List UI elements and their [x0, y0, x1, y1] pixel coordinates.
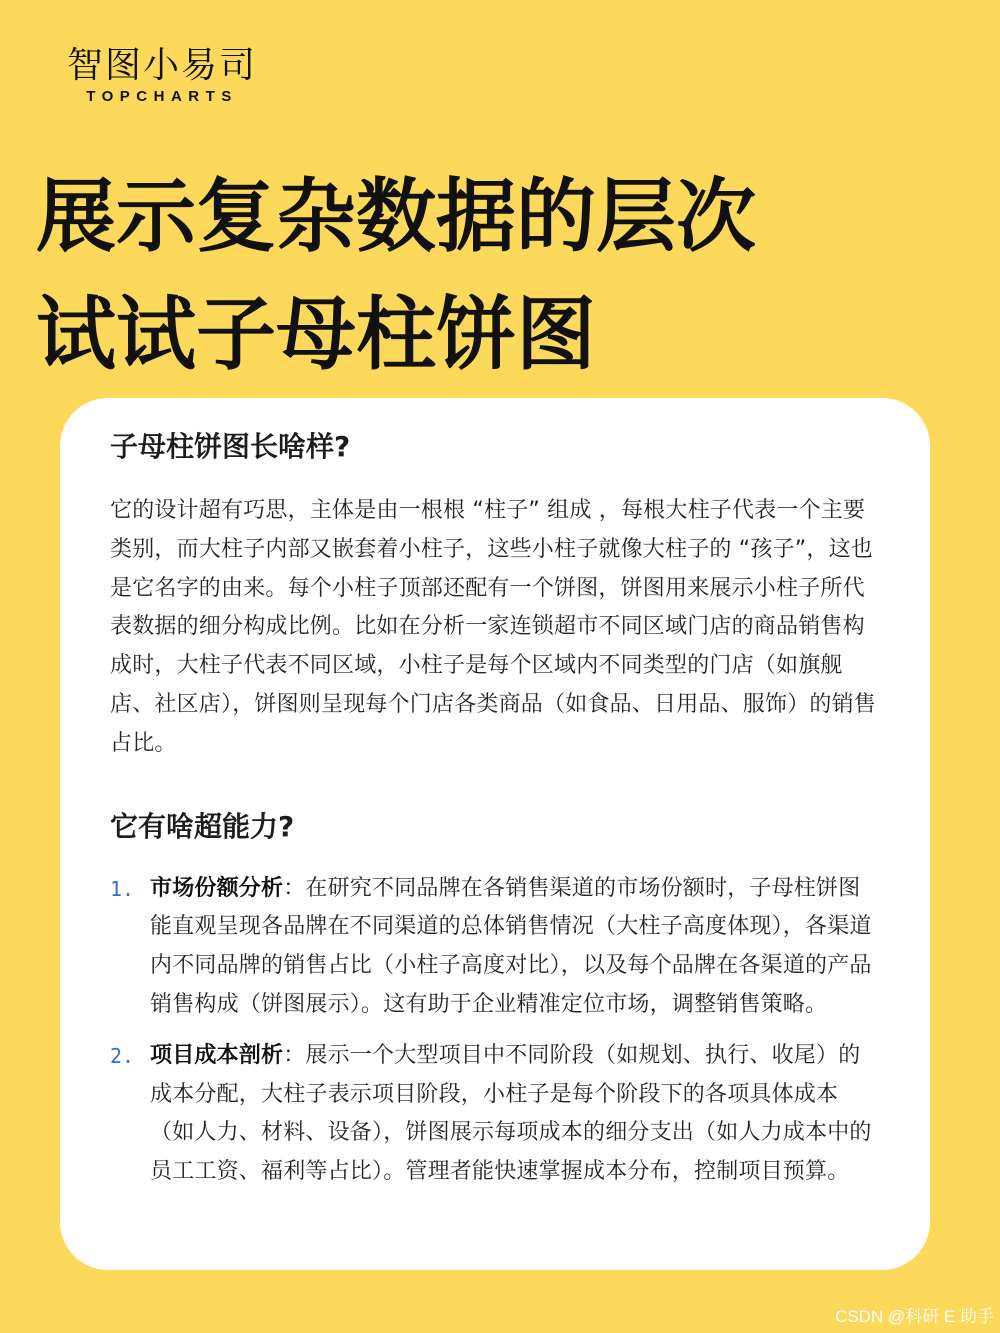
section-title-appearance: 子母柱饼图长啥样?	[110, 430, 351, 463]
list-item-text	[150, 876, 872, 1017]
list-item-description: ：在研究不同品牌在各销售渠道的市场份额时，子母柱饼图能直观呈现各品牌在不同渠道的总体销售情况（大柱子高度体现），各渠道内不同品牌的销售占比（小柱子高度对比），以及每个品牌在各渠道的产品销售构成（饼图展示）。这有助于企业精准定位市场，调整销售策略。	[150, 875, 872, 1017]
brand-logo	[62, 44, 262, 106]
list-item-text	[150, 1043, 872, 1184]
content-card	[60, 398, 930, 1270]
brand-name: 智图小易司	[66, 45, 257, 86]
abilities-list	[110, 870, 882, 1192]
list-item	[110, 870, 882, 1025]
list-item-term: 项目成本剖析	[150, 1042, 284, 1068]
section-paragraph-appearance: 它的设计超有巧思，主体是由一根根 “柱子” 组成 ，每根大柱子代表一个主要类别，而大柱子内部又嵌套着小柱子，这些小柱子就像大柱子的 “孩子”，这也是它名字的由来。每个小柱子顶部还配有一个饼图，饼图用来展示小柱子所代表数据的细分构成比例。比如在分析一家连锁超市不同区域门店的商品销售构成时，大柱子代表不同区域，小柱子是每个区域内不同类型的门店（如旗舰店、社区店），饼图则呈现每个门店各类商品（如食品、日用品、服饰）的销售占比。	[110, 498, 877, 756]
brand-subtitle: TOPCHARTS	[86, 88, 238, 105]
headline-line-2: 试试子母柱饼图	[36, 288, 596, 381]
section-title-abilities: 它有啥超能力?	[110, 809, 295, 843]
list-item-number: 1.	[110, 876, 135, 901]
page-headline	[36, 158, 966, 394]
list-item	[110, 1037, 882, 1192]
list-item-description: ：展示一个大型项目中不同阶段（如规划、执行、收尾）的成本分配，大柱子表示项目阶段，小柱子是每个阶段下的各项具体成本（如人力、材料、设备），饼图展示每项成本的细分支出（如人力成本中的员工工资、福利等占比）。管理者能快速掌握成本分布，控制项目预算。	[150, 1042, 872, 1185]
headline-line-1: 展示复杂数据的层次	[36, 170, 756, 263]
watermark: CSDN @科研 E 助手	[835, 1307, 994, 1326]
list-item-number: 2.	[110, 1043, 135, 1068]
list-item-term: 市场份额分析	[150, 875, 284, 901]
